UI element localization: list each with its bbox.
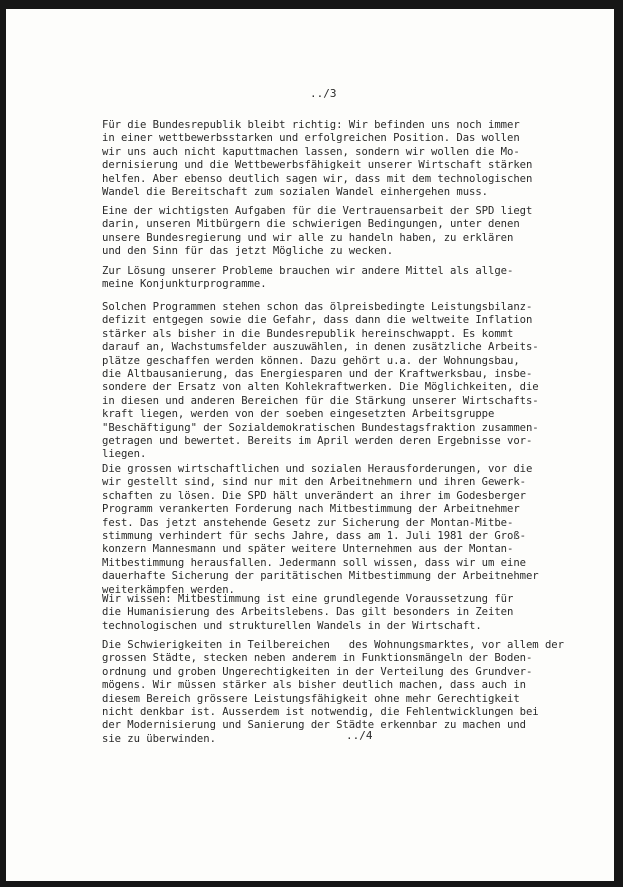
text-line: in diesen und anderen Bereichen für die Stärkung unserer Wirtschafts-	[102, 394, 539, 407]
text-line: konzern Mannesmann und später weitere Unternehmen aus der Montan-	[102, 543, 514, 556]
text-line: der Modernisierung und Sanierung der Städte erkennbar zu machen und	[102, 719, 526, 732]
text-line: Für die Bundesrepublik bleibt richtig: Wir befinden uns noch immer	[102, 119, 520, 131]
text-line: Die grossen wirtschaftlichen und sozialen Herausforderungen, vor die	[102, 463, 533, 475]
text-line: "Beschäftigung" der Sozialdemokratischen Bundestagsfraktion zusammen-	[102, 421, 539, 434]
text-line: weiterkämpfen werden.	[102, 583, 235, 596]
text-line: grossen Städte, stecken neben anderem in Funktionsmängeln der Boden-	[102, 652, 533, 665]
text-line: defizit entgegen sowie die Gefahr, dass dann die weltweite Inflation	[102, 314, 533, 327]
text-line: Wir wissen: Mitbestimmung ist eine grundlegende Voraussetzung für	[102, 593, 514, 605]
paragraph-5	[102, 463, 584, 597]
text-line: darin, unseren Mitbürgern die schwierigen Bedingungen, unter denen	[102, 218, 520, 231]
text-line: und den Sinn für das jetzt Mögliche zu wecken.	[102, 245, 394, 258]
text-line: die Altbausanierung, das Energiesparen und der Kraftwerksbau, insbe-	[102, 367, 533, 380]
text-line: ordnung und groben Ungerechtigkeiten in der Verteilung des Grundver-	[102, 665, 533, 678]
text-line: dernisierung und die Wettbewerbsfähigkeit unserer Wirtschaft stärken	[102, 159, 533, 172]
text-line: nicht denkbar ist. Ausserdem ist notwendig, die Fehlentwicklungen bei	[102, 705, 539, 718]
text-line: Wandel die Bereitschaft zum sozialen Wandel einhergehen muss.	[102, 185, 489, 198]
text-line: kraft liegen, werden von der soeben eingesetzten Arbeitsgruppe	[102, 408, 495, 421]
paragraph-3	[102, 265, 584, 292]
text-line: Eine der wichtigsten Aufgaben für die Vertrauensarbeit der SPD liegt	[102, 205, 533, 217]
text-line: stärker als bisher in die Bundesrepublik hereinschwappt. Es kommt	[102, 327, 514, 340]
text-line: dauerhafte Sicherung der paritätischen Mitbestimmung der Arbeitnehmer	[102, 570, 539, 583]
text-line: fest. Das jetzt anstehende Gesetz zur Sicherung der Montan-Mitbe-	[102, 516, 514, 529]
text-line: liegen.	[102, 448, 147, 461]
text-line: technologischen und strukturellen Wandels in der Wirtschaft.	[102, 619, 482, 632]
text-line: unsere Bundesregierung und wir alle zu handeln haben, zu erklären	[102, 231, 514, 244]
page-reference-bottom: ../4	[346, 729, 373, 742]
text-line: stimmung verhindert für sechs Jahre, dass am 1. Juli 1981 der Groß-	[102, 529, 526, 542]
text-line: helfen. Aber ebenso deutlich sagen wir, dass mit dem technologischen	[102, 172, 533, 185]
text-line: wir uns auch nicht kaputtmachen lassen, sondern wir wollen die Mo-	[102, 145, 520, 158]
text-line: darauf an, Wachstumsfelder auszuwählen, in denen zusätzliche Arbeits-	[102, 341, 539, 354]
text-line: Programm verankerten Forderung nach Mitbestimmung der Arbeitnehmer	[102, 503, 520, 516]
text-line: sie zu überwinden.	[102, 732, 216, 745]
text-line: Solchen Programmen stehen schon das ölpreisbedingte Leistungsbilanz-	[102, 301, 533, 313]
text-line: meine Konjunkturprogramme.	[102, 278, 267, 291]
page-reference-top: ../3	[310, 87, 337, 100]
text-line: diesem Bereich grössere Leistungsfähigkeit ohne mehr Gerechtigkeit	[102, 692, 520, 705]
text-line: die Humanisierung des Arbeitslebens. Das gilt besonders in Zeiten	[102, 606, 514, 619]
paragraph-4	[102, 301, 584, 462]
text-line: sondere der Ersatz von alten Kohlekraftwerken. Die Möglichkeiten, die	[102, 381, 539, 394]
text-line: schaften zu lösen. Die SPD hält unverändert an ihrer im Godesberger	[102, 489, 526, 502]
text-line: Mitbestimmung herausfallen. Jedermann soll wissen, dass wir um eine	[102, 556, 526, 569]
paragraph-7	[102, 639, 584, 746]
paragraph-2	[102, 205, 584, 259]
text-line: Zur Lösung unserer Probleme brauchen wir andere Mittel als allge-	[102, 265, 514, 277]
paragraph-1	[102, 119, 584, 199]
paragraph-6	[102, 593, 584, 633]
text-line: Die Schwierigkeiten in Teilbereichen des Wohnungsmarktes, vor allem der	[102, 639, 564, 651]
text-line: mögens. Wir müssen stärker als bisher deutlich machen, dass auch in	[102, 679, 526, 692]
text-line: getragen und bewertet. Bereits im April werden deren Ergebnisse vor-	[102, 434, 533, 447]
text-line: in einer wettbewerbsstarken und erfolgreichen Position. Das wollen	[102, 132, 520, 145]
text-line: plätze geschaffen werden können. Dazu gehört u.a. der Wohnungsbau,	[102, 354, 520, 367]
text-line: wir gestellt sind, sind nur mit den Arbeitnehmern und ihren Gewerk-	[102, 476, 526, 489]
document-page	[6, 9, 614, 881]
